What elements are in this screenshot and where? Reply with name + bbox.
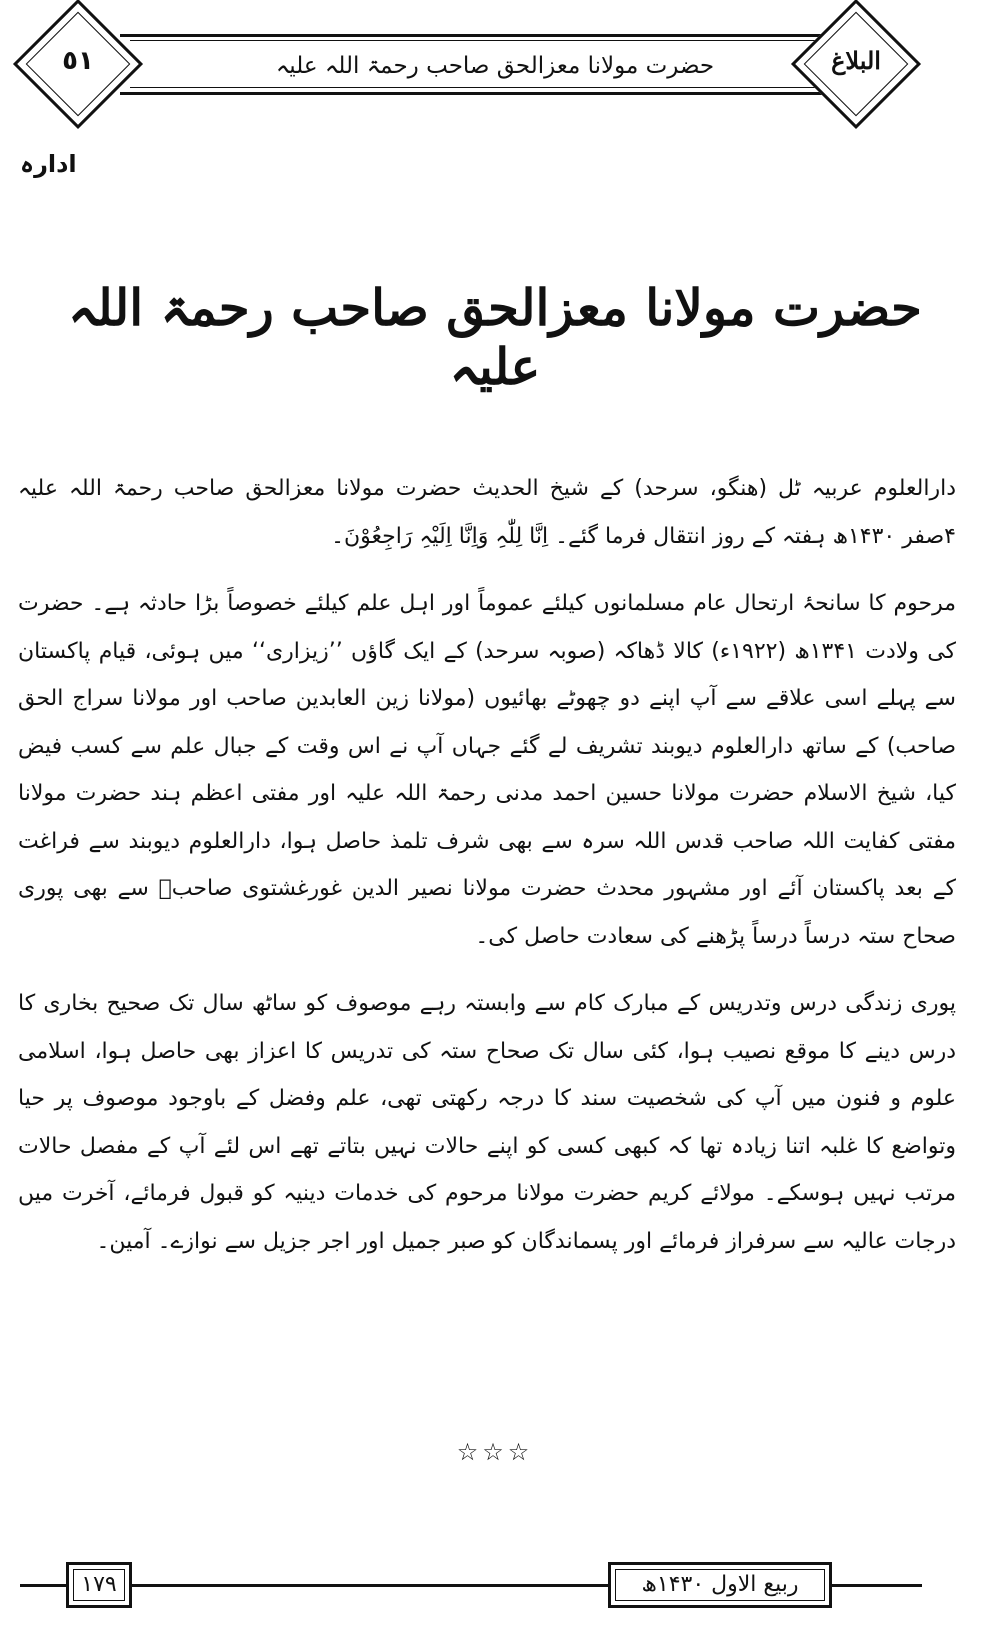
article-title: حضرت مولانا معزالحق صاحب رحمۃ اللہ علیہ xyxy=(68,278,922,396)
footer-rule-middle xyxy=(130,1584,610,1587)
paragraph-3: پوری زندگی درس وتدریس کے مبارک کام سے وابستہ رہے موصوف کو ساٹھ سال تک صحیح بخاری کا درس دینے کا موقع نصیب ہوا، کئی سال تک صحاح ستہ کی تدریس کا اعزاز بھی حاصل ہوا، اسلامی علوم و فنون میں آپ کی شخصیت سند کا درجہ رکھتی تھی، علم وفضل کے باوجود موصوف پر حیا وتواضع کا غلبہ اتنا زیادہ تھا کہ کبھی کسی کو اپنے حالات نہیں بتاتے تھے اس لئے آپ کے مفصل حالات مرتب نہیں ہوسکے۔ مولائے کریم حضرت مولانا مرحوم کی خدمات دینیہ کو قبول فرمائے، آخرت میں درجات عالیہ سے سرفراز فرمائے اور پسماندگان کو صبر جمیل اور اجر جزیل سے نوازے۔ آمین۔ xyxy=(18,991,956,1254)
paragraph-2: مرحوم کا سانحۂ ارتحال عام مسلمانوں کیلئے عموماً اور اہل علم کیلئے خصوصاً بڑا حادثہ ہے۔ حضرت کی ولادت ۱۳۴۱ھ (۱۹۲۲ء) کالا ڈھاکہ (صوبہ سرحد) کے ایک گاؤں ’’زیزاری‘‘ میں ہوئی، قیام پاکستان سے پہلے اسی علاقے سے آپ اپنے دو چھوٹے بھائیوں (مولانا زین العابدین صاحب اور مولانا سراج الحق صاحب) کے ساتھ دارالعلوم دیوبند تشریف لے گئے جہاں آپ نے اس وقت کے جبال علم سے کسب فیض کیا، شیخ الاسلام حضرت مولانا حسین احمد مدنی رحمۃ اللہ علیہ اور مفتی اعظم ہند حضرت مولانا مفتی کفایت اللہ صاحب قدس اللہ سرہ سے بھی شرف تلمذ حاصل ہوا، دارالعلوم دیوبند سے فراغت کے بعد پاکستان آئے اور مشہور محدث حضرت مولانا نصیر الدین غورغشتوی صاحبؒ سے بھی پوری صحاح ستہ درساً درساً پڑھنے کی سعادت حاصل کی۔ xyxy=(18,591,957,949)
article-body xyxy=(18,465,956,1285)
footer-page-box xyxy=(66,1562,132,1608)
footer-issue-date: ربیع الاول ۱۴۳۰ھ xyxy=(641,1572,799,1597)
section-label: ادارہ xyxy=(20,150,77,178)
header-page-number: ٥١ xyxy=(62,46,94,76)
running-title: حضرت مولانا معزالحق صاحب رحمۃ اللہ علیہ xyxy=(275,53,715,79)
footer-rule-right xyxy=(830,1584,922,1587)
footer-rule-left xyxy=(20,1584,68,1587)
end-mark: ☆☆☆ xyxy=(456,1438,534,1466)
journal-logo: البلاغ xyxy=(831,46,881,75)
paragraph-1: دارالعلوم عربیہ ٹل (ھنگو، سرحد) کے شیخ الحدیث حضرت مولانا معزالحق صاحب رحمۃ اللہ علیہ ۴صفر ۱۴۳۰ھ ہفتہ کے روز انتقال فرما گئے۔ اِنَّا لِلّٰہِ وَاِنَّا اِلَیْہِ رَاجِعُوْنَ۔ xyxy=(18,476,956,549)
footer-page-number: ١٧٩ xyxy=(81,1572,117,1597)
footer-issue-box xyxy=(608,1562,832,1608)
header-rule-top xyxy=(120,34,880,37)
